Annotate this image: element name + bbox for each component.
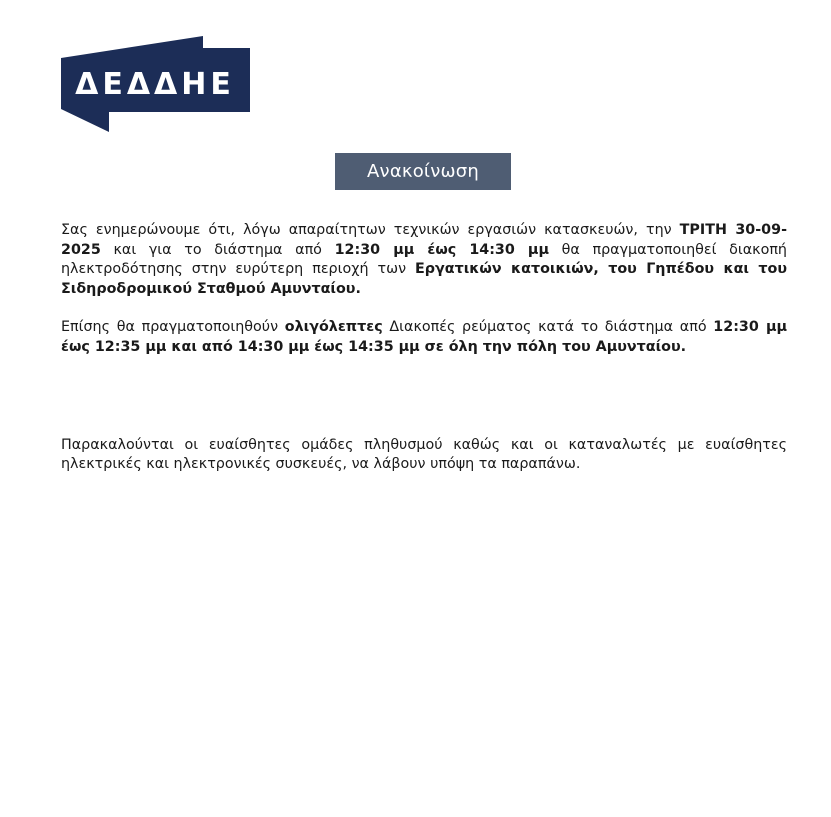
announcement-title xyxy=(335,153,511,190)
paragraph-advice: Παρακαλούνται οι ευαίσθητες ομάδες πληθυσμού καθώς και οι καταναλωτές με ευαίσθητες ηλεκτρικές και ηλεκτρονικές συσκευές, να λάβουν υπόψη τα παραπάνω. xyxy=(61,436,787,473)
announcement-title-text: Ανακοίνωση xyxy=(367,161,479,182)
announcement-body xyxy=(61,221,787,475)
paragraph-short-outages: Επίσης θα πραγματοποιηθούν ολιγόλεπτες Διακοπές ρεύματος κατά το διάστημα από 12:30 μμ έως 12:35 μμ και από 14:30 μμ έως 14:35 μμ σε όλη την πόλη του Αμυνταίου. xyxy=(61,319,788,355)
company-logo xyxy=(61,36,250,132)
paragraph-outage-main: Σας ενημερώνουμε ότι, λόγω απαραίτητων τεχνικών εργασιών κατασκευών, την ΤΡΙΤΗ 30-09-2025 και για το διάστημα από 12:30 μμ έως 14:30 μμ θα πραγματοποιηθεί διακοπή ηλεκτροδότησης στην ευρύτερη περιοχή των Εργατικών κατοικιών, του Γηπέδου και του Σιδηροδρομικού Σταθμού Αμυνταίου. xyxy=(61,222,788,297)
logo-text: ΔΕΔΔΗΕ xyxy=(75,67,235,102)
